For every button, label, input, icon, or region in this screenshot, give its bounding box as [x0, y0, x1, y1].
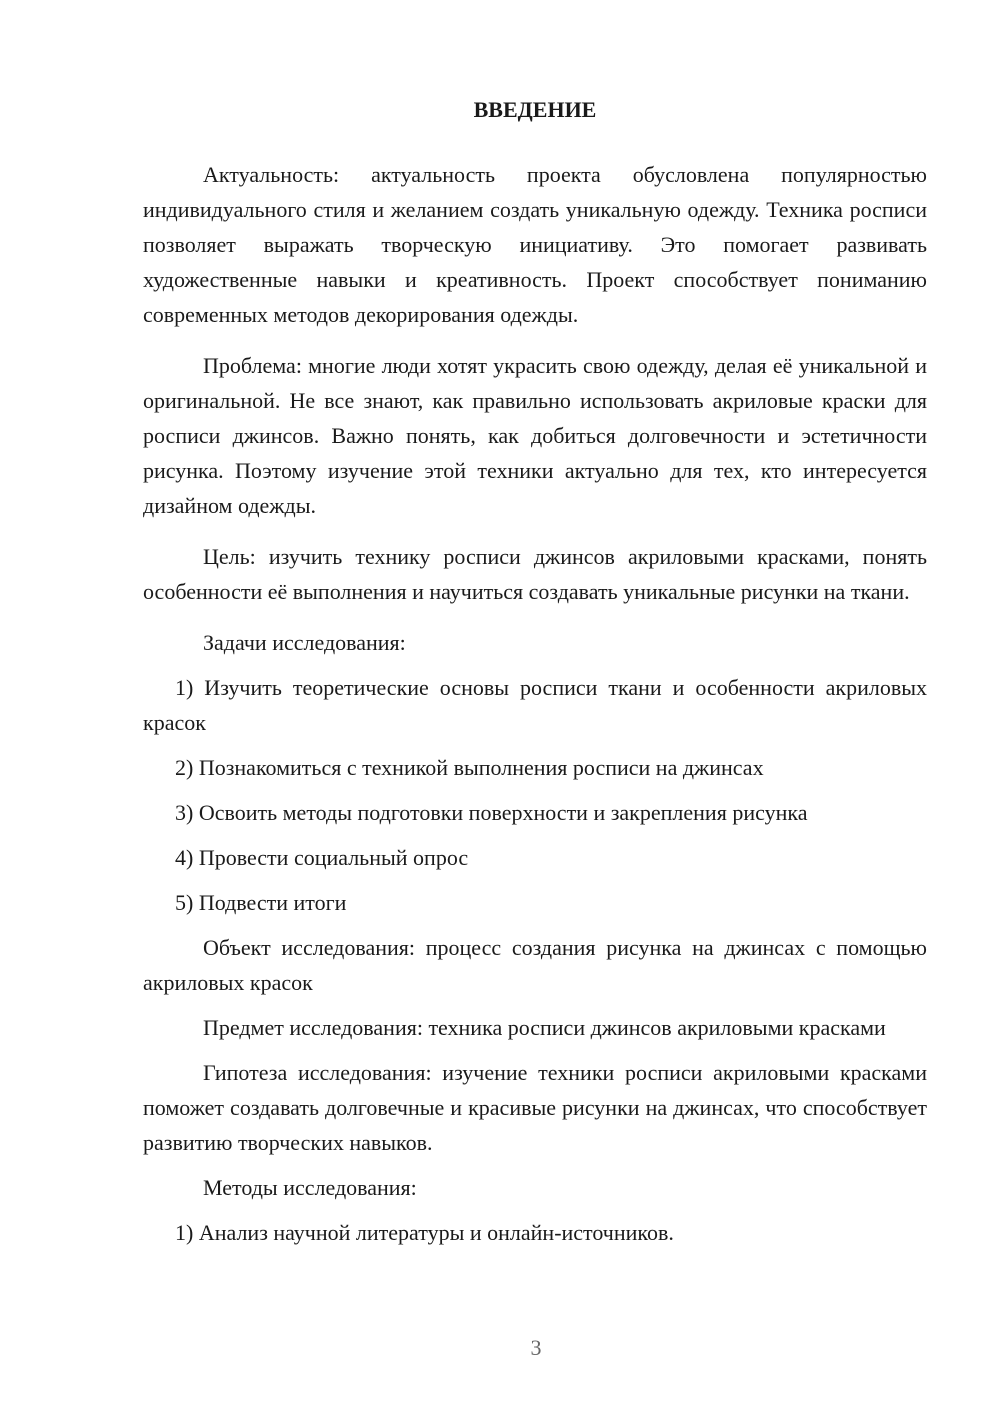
- paragraph-hypothesis: Гипотеза исследования: изучение техники росписи акриловыми красками поможет создавать долговечные и красивые рисунки на джинсах, что способствует развитию творческих навыков.: [143, 1060, 927, 1155]
- paragraph-subject: Предмет исследования: техника росписи джинсов акриловыми красками: [203, 1015, 886, 1040]
- paragraph-goal: Цель: изучить технику росписи джинсов акриловыми красками, понять особенности её выполнения и научиться создавать уникальные рисунки на ткани.: [143, 544, 927, 604]
- task-item-3: 3) Освоить методы подготовки поверхности и закрепления рисунка: [175, 800, 808, 825]
- document-page: [143, 95, 927, 1250]
- paragraph-tasks-heading: Задачи исследования:: [203, 630, 406, 655]
- method-item-1: 1) Анализ научной литературы и онлайн-источников.: [175, 1220, 674, 1245]
- paragraph-methods-heading: Методы исследования:: [203, 1175, 417, 1200]
- task-item-2: 2) Познакомиться с техникой выполнения росписи на джинсах: [175, 755, 764, 780]
- task-item-4: 4) Провести социальный опрос: [175, 845, 469, 870]
- task-item-5: 5) Подвести итоги: [175, 890, 347, 915]
- section-heading: ВВЕДЕНИЕ: [473, 97, 597, 122]
- task-item-1: 1) Изучить теоретические основы росписи ткани и особенности акриловых красок: [143, 675, 927, 735]
- paragraph-object: Объект исследования: процесс создания рисунка на джинсах с помощью акриловых красок: [143, 935, 927, 995]
- page-number: 3: [530, 1335, 542, 1360]
- paragraph-relevance: Актуальность: актуальность проекта обусловлена популярностью индивидуального стиля и желанием создать уникальную одежду. Техника росписи позволяет выражать творческую инициативу. Это помогает развивать художественные навыки и креативность. Проект способствует пониманию современных методов декорирования одежды.: [143, 162, 927, 327]
- paragraph-problem: Проблема: многие люди хотят украсить свою одежду, делая её уникальной и оригинальной. Не все знают, как правильно использовать акриловые краски для росписи джинсов. Важно понять, как добиться долговечности и эстетичности рисунка. Поэтому изучение этой техники актуально для тех, кто интересуется дизайном одежды.: [143, 353, 927, 518]
